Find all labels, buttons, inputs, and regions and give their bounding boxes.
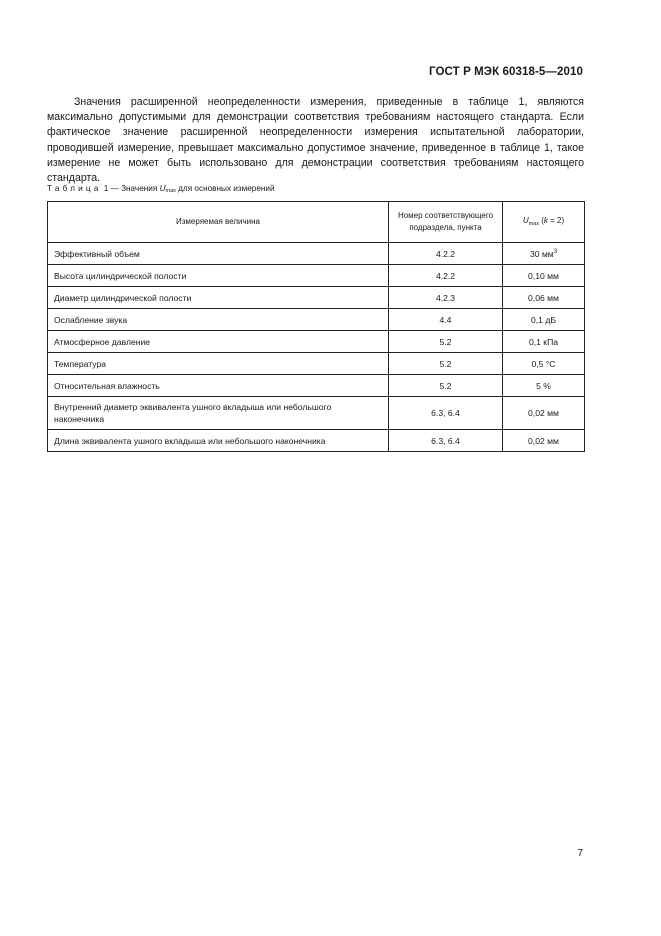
row-quantity: Высота цилиндрической полости bbox=[48, 265, 389, 287]
row-section: 4.2.2 bbox=[389, 265, 503, 287]
table-row bbox=[48, 309, 585, 331]
row-value: 0,1 дБ bbox=[503, 309, 585, 331]
row-quantity: Относительная влажность bbox=[48, 375, 389, 397]
row-quantity: Длина эквивалента ушного вкладыша или небольшого наконечника bbox=[48, 430, 389, 452]
row-section: 4.2.2 bbox=[389, 243, 503, 265]
table-caption-subscript: max bbox=[165, 188, 176, 194]
table-caption-number: 1 — Значения bbox=[103, 184, 158, 193]
row-value: 0,10 мм bbox=[503, 265, 585, 287]
row-section: 5.2 bbox=[389, 353, 503, 375]
page-number: 7 bbox=[577, 848, 583, 859]
table-caption bbox=[47, 184, 275, 194]
row-section: 5.2 bbox=[389, 331, 503, 353]
row-value: 0,02 мм bbox=[503, 430, 585, 452]
row-quantity: Эффективный объем bbox=[48, 243, 389, 265]
column-header-quantity: Измеряемая величина bbox=[48, 202, 389, 243]
table-row bbox=[48, 353, 585, 375]
row-value: 5 % bbox=[503, 375, 585, 397]
row-value-text: 30 мм bbox=[529, 248, 554, 259]
table-caption-variable: U bbox=[159, 184, 166, 193]
row-quantity: Температура bbox=[48, 353, 389, 375]
table-row bbox=[48, 331, 585, 353]
row-quantity: Атмосферное давление bbox=[48, 331, 389, 353]
row-value bbox=[503, 243, 585, 265]
table-row bbox=[48, 287, 585, 309]
intro-paragraph: Значения расширенной неопределенности измерения, приведенные в таблице 1, являются максимально допустимыми для демонстрации соответствия требованиям настоящего стандарта. Если фактическое значение расширенной неопределенности измерения испытательной лаборатории, проводившей измерение, превышает максимально допустимое значение, приведенное в таблице 1, такое измерение не может быть использовано для демонстрации соответствия требованиям настоящего стандарта. bbox=[47, 96, 584, 185]
row-section: 5.2 bbox=[389, 375, 503, 397]
row-value: 0,5 °С bbox=[503, 353, 585, 375]
table-caption-tail: для основных измерений bbox=[178, 184, 275, 193]
row-section: 4.4 bbox=[389, 309, 503, 331]
row-section: 4.2.3 bbox=[389, 287, 503, 309]
umax-paren-open: ( bbox=[541, 215, 544, 225]
table-row bbox=[48, 243, 585, 265]
table-row bbox=[48, 397, 585, 430]
table-row bbox=[48, 430, 585, 452]
row-value: 0,02 мм bbox=[503, 397, 585, 430]
row-value-superscript: 3 bbox=[553, 248, 558, 255]
umax-k-value: = 2) bbox=[547, 215, 565, 225]
document-standard-header: ГОСТ Р МЭК 60318-5—2010 bbox=[429, 66, 583, 78]
table-header-row bbox=[48, 202, 585, 243]
umax-k: k bbox=[543, 215, 548, 225]
row-quantity: Ослабление звука bbox=[48, 309, 389, 331]
uncertainty-table bbox=[47, 201, 585, 452]
row-value: 0,1 кПа bbox=[503, 331, 585, 353]
table-row bbox=[48, 265, 585, 287]
row-value: 0,06 мм bbox=[503, 287, 585, 309]
row-quantity: Диаметр цилиндрической полости bbox=[48, 287, 389, 309]
table-row bbox=[48, 375, 585, 397]
column-header-section: Номер соответствующего подраздела, пункта bbox=[389, 202, 503, 243]
row-section: 6.3, 6.4 bbox=[389, 397, 503, 430]
umax-variable: U bbox=[522, 215, 529, 225]
row-quantity: Внутренний диаметр эквивалента ушного вкладыша или небольшого наконечника bbox=[48, 397, 389, 430]
row-section: 6.3, 6.4 bbox=[389, 430, 503, 452]
umax-subscript: max bbox=[528, 220, 540, 227]
table-caption-label: Таблица bbox=[47, 184, 102, 193]
column-header-umax bbox=[503, 202, 585, 243]
